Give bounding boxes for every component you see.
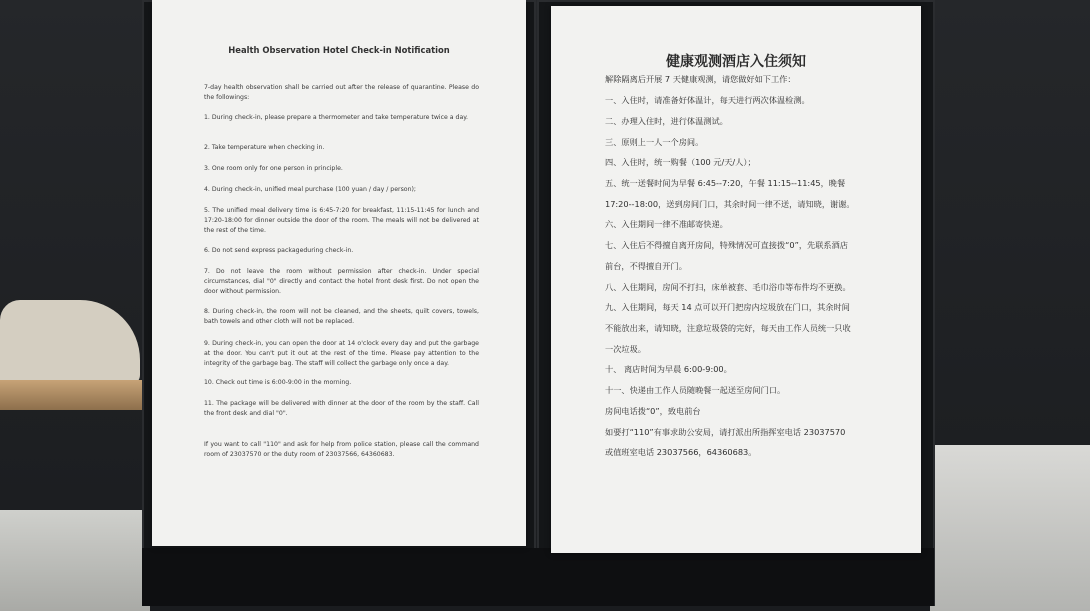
english-notice-title: Health Observation Hotel Check-in Notification <box>228 45 450 55</box>
chinese-line-1: 解除隔离后开展 7 天健康观测，请您做好如下工作： <box>605 74 796 84</box>
chinese-line-4: 三、原则上一人一个房间。 <box>605 137 704 147</box>
chinese-line-18: 如要打“110”有事求助公安局，请打派出所指挥室电话 23037570 <box>605 427 846 437</box>
chinese-line-2: 一、入住时，请准备好体温计，每天进行两次体温检测。 <box>605 95 810 105</box>
english-item-9: 9. During check-in, you can open the door at 14 o'clock every day and put the garbage at the door. You can't put it out at the rest of the time. Please pay attention to the integrity of the garbage bag. The staff will collect the garbage only once a day. <box>204 340 479 367</box>
chinese-line-16: 十一、快递由工作人员随晚餐一起送至房间门口。 <box>605 385 786 395</box>
english-item-2: 2. Take temperature when checking in. <box>204 144 325 151</box>
chinese-line-11: 八、入住期间，房间不打扫，床单被套、毛巾浴巾等布件均不更换。 <box>605 282 851 292</box>
chinese-line-6: 五、统一送餐时间为早餐 6:45--7:20，午餐 11:15--11:45，晚餐 <box>605 178 846 188</box>
wooden-shelf <box>0 380 145 410</box>
chinese-line-10: 前台，不得擅自开门。 <box>605 261 687 271</box>
english-item-11: 11. The package will be delivered with dinner at the door of the room by the staff. Call the front desk and dial "0". <box>204 400 479 417</box>
english-item-7: 7. Do not leave the room without permission after check-in. Under special circumstances, dial "0" directly and contact the hotel front desk first. Do not open the door without permission. <box>204 268 479 295</box>
chinese-line-8: 六、入住期间一律不准邮寄快递。 <box>605 219 728 229</box>
display-base <box>142 548 934 606</box>
chinese-line-13: 不能放出来，请知晓，注意垃圾袋的完好，每天由工作人员统一只收 <box>605 323 851 333</box>
chinese-line-19: 或值班室电话 23037566，64360683。 <box>605 447 757 457</box>
chinese-line-9: 七、入住后不得擅自离开房间，特殊情况可直接拨“0”，先联系酒店 <box>605 240 848 250</box>
chinese-line-5: 四、入住时，统一购餐（100 元/天/人）； <box>605 157 756 167</box>
english-item-5: 5. The unified meal delivery time is 6:45-7:20 for breakfast, 11:15-11:45 for lunch and 17:20-18:00 for dinner outside the door of the room. The meals will not be delivered at the rest of the time. <box>204 207 479 234</box>
chinese-line-12: 九、入住期间，每天 14 点可以开门把房内垃圾放在门口，其余时间 <box>605 302 850 312</box>
english-notice-sheet <box>152 0 526 546</box>
english-item-10: 10. Check out time is 6:00-9:00 in the morning. <box>204 379 352 386</box>
chinese-line-3: 二、办理入住时，进行体温测试。 <box>605 116 728 126</box>
chinese-line-17: 房间电话拨“0”，致电前台 <box>605 406 701 416</box>
chinese-notice-title: 健康观测酒店入住须知 <box>666 54 806 70</box>
counter-left <box>0 510 150 611</box>
english-closing: If you want to call "110" and ask for help from police station, please call the command room of 23037570 or the duty room of 23037566, 64360683. <box>204 441 479 458</box>
english-item-8: 8. During check-in, the room will not be cleaned, and the sheets, quilt covers, towels, bath towels and other cloth will not be replaced. <box>204 308 479 325</box>
counter-right <box>930 445 1090 611</box>
chinese-notice-sheet <box>551 6 921 553</box>
chinese-line-15: 十、 离店时间为早晨 6:00-9:00。 <box>605 364 732 374</box>
english-item-1: 1. During check-in, please prepare a thermometer and take temperature twice a day. <box>204 114 469 121</box>
english-item-3: 3. One room only for one person in principle. <box>204 165 343 172</box>
english-item-6: 6. Do not send express packageduring check-in. <box>204 247 354 254</box>
english-item-4: 4. During check-in, unified meal purchase (100 yuan / day / person); <box>204 186 417 193</box>
chinese-line-7: 17:20--18:00，送到房间门口，其余时间一律不送，请知晓，谢谢。 <box>605 199 855 209</box>
chinese-line-14: 一次垃圾。 <box>605 344 646 354</box>
english-intro: 7-day health observation shall be carried out after the release of quarantine. Please do the followings: <box>204 84 479 101</box>
